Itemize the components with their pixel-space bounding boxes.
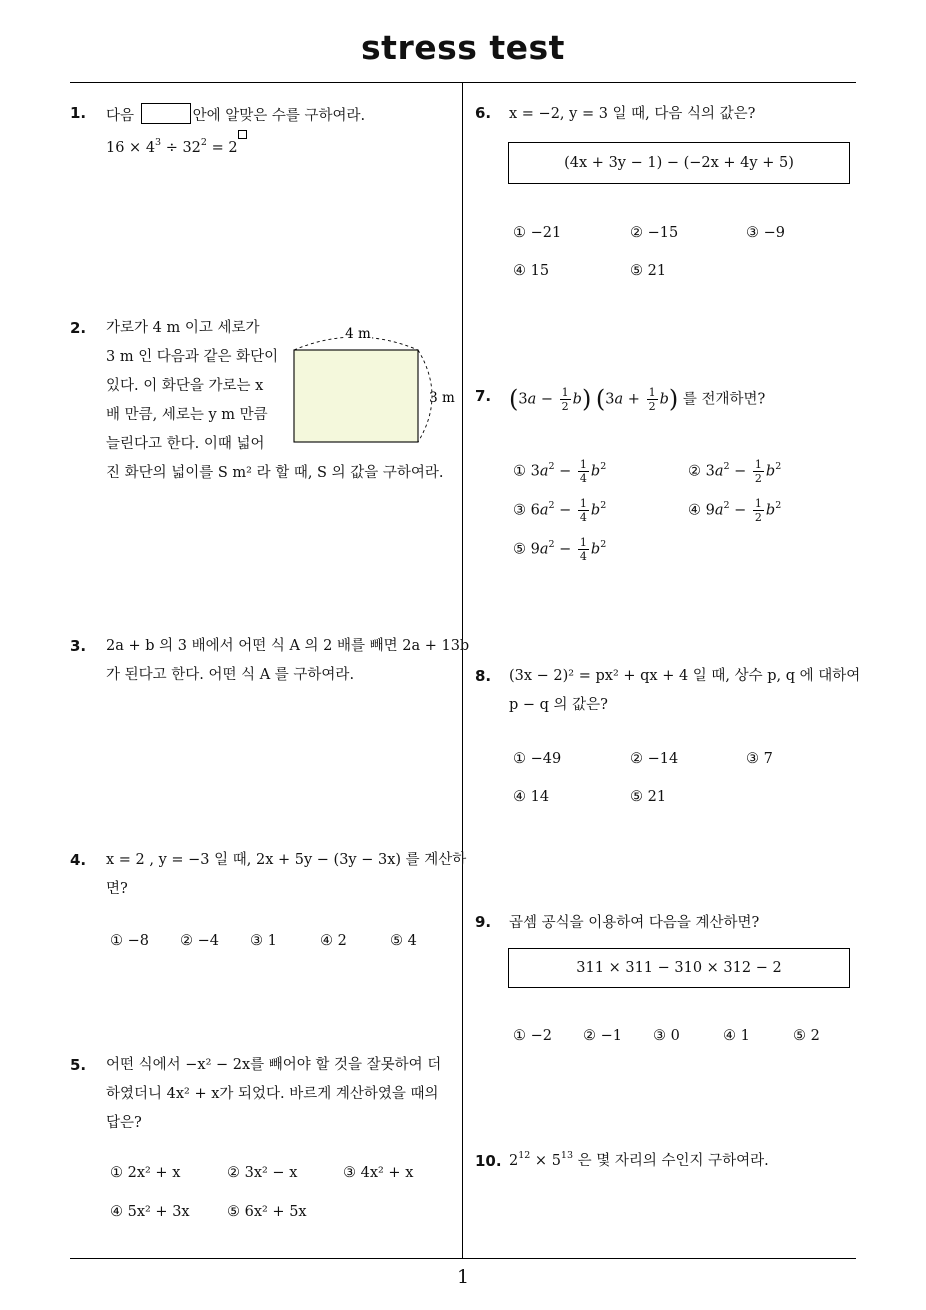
q5-option[interactable]: ② 3x² − x <box>227 1165 298 1181</box>
q7-body: (3a − $\frac{1}{2}$ b) (3a + $\frac{1}{2}$ b) 를 전개하면? <box>509 385 766 413</box>
garden-rect <box>294 350 418 442</box>
q5-option[interactable]: ⑤ 6x² + 5x <box>227 1204 307 1220</box>
q8-option[interactable]: ② −14 <box>630 751 679 767</box>
width-label: 4 m <box>345 326 371 342</box>
q5-option[interactable]: ③ 4x² + x <box>343 1165 414 1181</box>
q9-option[interactable]: ① −2 <box>513 1028 552 1044</box>
q6-option[interactable]: ③ −9 <box>746 225 785 241</box>
q4-option[interactable]: ④ 2 <box>320 933 347 949</box>
q8-option[interactable]: ③ 7 <box>746 751 773 767</box>
q6-text: x = −2, y = 3 일 때, 다음 식의 값은? <box>509 106 756 122</box>
q2-number: 2. <box>70 319 87 337</box>
q4-option[interactable]: ① −8 <box>110 933 149 949</box>
q1-body: 다음 안에 알맞은 수를 구하여라. $16 \times 4^3 \div 32^2 = 2$ <box>106 102 365 163</box>
top-rule <box>70 82 856 83</box>
q6-option[interactable]: ① −21 <box>513 225 562 241</box>
q2-body: 가로가 4 m 이고 세로가 3 m 인 다음과 같은 화단이 있다. 이 화단을 가로는 x 배 만큼, 세로는 y m 만큼 늘린다고 한다. 이때 넓어 진 화단의 넓이를 S m² 라 할 때, S 의 값을 구하여라. <box>106 320 444 481</box>
q6-expression-box: (4x + 3y − 1) − (−2x + 4y + 5) <box>508 142 850 184</box>
q7-number: 7. <box>475 387 492 405</box>
q8-option[interactable]: ① −49 <box>513 751 562 767</box>
q7-option[interactable]: ② $3a^2$ − $\frac{1}{2}$ $b^2$ <box>688 458 782 485</box>
q6-option[interactable]: ⑤ 21 <box>630 263 667 279</box>
q8-number: 8. <box>475 667 492 685</box>
q10-number: 10. <box>475 1152 502 1170</box>
q7-option[interactable]: ④ $9a^2$ − $\frac{1}{2}$ $b^2$ <box>688 497 782 524</box>
q10-body: $2^{12} \times 5^{13}$ 은 몇 자리의 수인지 구하여라. <box>509 1150 769 1169</box>
q1-number: 1. <box>70 104 87 122</box>
q3-number: 3. <box>70 637 87 655</box>
q8-option[interactable]: ⑤ 21 <box>630 789 667 805</box>
height-label: 3 m <box>429 390 455 406</box>
answer-blank <box>141 103 191 124</box>
q9-expression-box: 311 × 311 − 310 × 312 − 2 <box>508 948 850 988</box>
q9-option[interactable]: ⑤ 2 <box>793 1028 820 1044</box>
q5-number: 5. <box>70 1056 87 1074</box>
bottom-rule <box>70 1258 856 1259</box>
q4-body: x = 2 , y = −3 일 때, 2x + 5y − (3y − 3x) 를 계산하 면? <box>106 852 467 897</box>
q4-option[interactable]: ⑤ 4 <box>390 933 417 949</box>
q6-number: 6. <box>475 104 492 122</box>
q6-option[interactable]: ④ 15 <box>513 263 550 279</box>
q9-option[interactable]: ③ 0 <box>653 1028 680 1044</box>
q4-number: 4. <box>70 851 87 869</box>
q4-option[interactable]: ③ 1 <box>250 933 277 949</box>
q9-text: 곱셈 공식을 이용하여 다음을 계산하면? <box>509 915 760 931</box>
q7-option[interactable]: ⑤ $9a^2$ − $\frac{1}{4}$ $b^2$ <box>513 536 607 563</box>
q9-option[interactable]: ② −1 <box>583 1028 622 1044</box>
q9-number: 9. <box>475 913 492 931</box>
page-title: stress test <box>361 28 565 67</box>
q9-option[interactable]: ④ 1 <box>723 1028 750 1044</box>
q5-option[interactable]: ④ 5x² + 3x <box>110 1204 190 1220</box>
q6-option[interactable]: ② −15 <box>630 225 679 241</box>
q5-body: 어떤 식에서 −x² − 2x를 빼어야 할 것을 잘못하여 더 하였더니 4x² + x가 되었다. 바르게 계산하였을 때의 답은? <box>106 1057 442 1131</box>
q4-option[interactable]: ② −4 <box>180 933 219 949</box>
q7-option[interactable]: ① $3a^2$ − $\frac{1}{4}$ $b^2$ <box>513 458 607 485</box>
page-number: 1 <box>456 1266 470 1288</box>
q7-option[interactable]: ③ $6a^2$ − $\frac{1}{4}$ $b^2$ <box>513 497 607 524</box>
q3-body: 2a + b 의 3 배에서 어떤 식 A 의 2 배를 빼면 2a + 13b 가 된다고 한다. 어떤 식 A 를 구하여라. <box>106 638 470 683</box>
q8-option[interactable]: ④ 14 <box>513 789 550 805</box>
garden-diagram <box>288 322 458 452</box>
q8-body: (3x − 2)² = px² + qx + 4 일 때, 상수 p, q 에 대하여 p − q 의 값은? <box>509 668 861 713</box>
q5-option[interactable]: ① 2x² + x <box>110 1165 181 1181</box>
